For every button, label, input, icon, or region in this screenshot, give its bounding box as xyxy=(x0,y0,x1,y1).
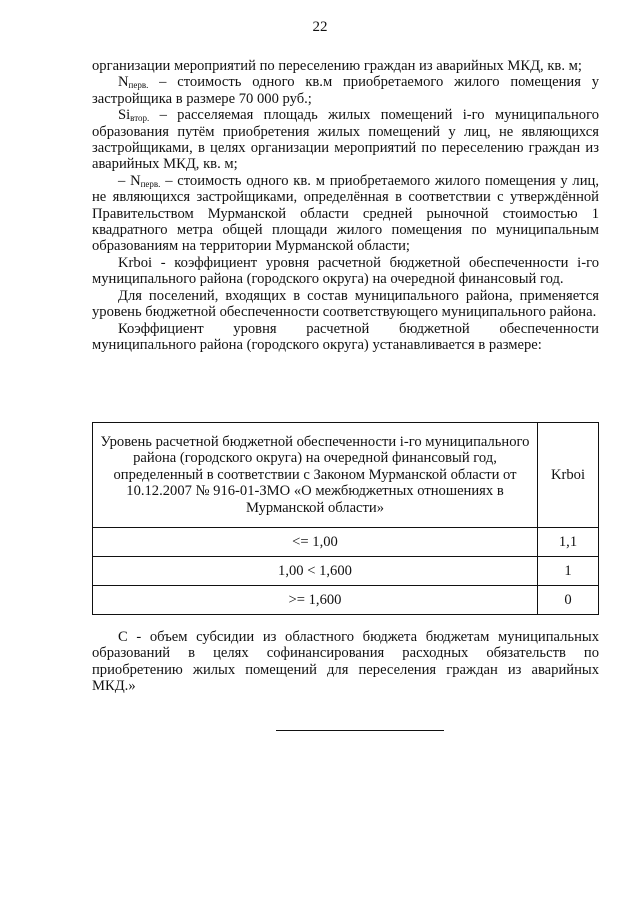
paragraph-settlements: Для поселений, входящих в состав муниципального района, применяется уровень бюджетной обеспеченности соответствующего муниципального района. xyxy=(92,287,599,321)
table-row xyxy=(93,528,599,557)
table-cell-coef: 1 xyxy=(538,557,599,586)
paragraph-n-second-text: – стоимость одного кв. м приобретаемого жилого помещения у лиц, не являющихся застройщиками, определённая в соответствии с утверждённой Правительством Мурманской области средней рыночной стоимостью 1 квадратного метра общей площади жилого помещения по муниципальным образованиям на территории Мурманской области; xyxy=(92,172,599,255)
document-body xyxy=(92,58,599,353)
subscript-perv: перв. xyxy=(128,80,149,91)
symbol-si: Si xyxy=(118,107,131,124)
symbol-n: N xyxy=(118,74,129,91)
word: Коэффициент xyxy=(118,320,204,337)
subscript-perv-second: перв. xyxy=(140,178,161,189)
table-header-level: Уровень расчетной бюджетной обеспеченности i-го муниципального района (городского округа) на очередной финансовый год, определенный в соответствии с Законом Мурманской области от 10.12.2007 № 916-01-ЗМО «О межбюджетных отношениях в Мурманской области» xyxy=(93,423,538,528)
subscript-vtor: втор. xyxy=(130,113,150,124)
paragraph-n-first-text: – стоимость одного кв.м приобретаемого жилого помещения у застройщика в размере 70 000 руб.; xyxy=(92,74,599,107)
table-row xyxy=(93,586,599,615)
paragraph-n-first xyxy=(92,74,599,107)
coefficient-table xyxy=(92,422,599,615)
page-number: 22 xyxy=(312,19,328,35)
word: бюджетной xyxy=(399,320,470,337)
paragraph-continuation: организации мероприятий по переселению граждан из аварийных МКД, кв. м; xyxy=(92,58,582,74)
paragraph-si-second-text: – расселяемая площадь жилых помещений i-го муниципального образования путём приобретения жилых помещений у лиц, не являющихся застройщиками, в целях организации мероприятий по переселению граждан из аварийных МКД, кв. м; xyxy=(92,107,599,173)
word: расчетной xyxy=(306,320,370,337)
table-cell-coef: 0 xyxy=(538,586,599,615)
table-row xyxy=(93,557,599,586)
end-divider xyxy=(276,730,444,731)
paragraph-n-second xyxy=(92,173,599,255)
paragraph-krboi: Krboi - коэффициент уровня расчетной бюджетной обеспеченности i-го муниципального района (городского округа) на очередной финансовый год. xyxy=(92,254,599,288)
table-header-krboi: Krboi xyxy=(538,423,599,528)
symbol-n-second: – N xyxy=(118,172,141,189)
table-header-row xyxy=(93,423,599,528)
paragraph-si-second xyxy=(92,107,599,173)
table-cell-level: 1,00 < 1,600 xyxy=(93,557,538,586)
word: уровня xyxy=(233,320,277,337)
word: обеспеченности xyxy=(499,320,599,337)
closing-section xyxy=(92,629,599,695)
paragraph-coefficient-first-line xyxy=(92,321,599,337)
table-cell-coef: 1,1 xyxy=(538,528,599,557)
paragraph-coefficient-rest: муниципального района (городского округа) устанавливается в размере: xyxy=(92,336,542,353)
table-cell-level: <= 1,00 xyxy=(93,528,538,557)
paragraph-closing: С - объем субсидии из областного бюджета бюджетам муниципальных образований в целях софинансирования расходных обязательств по приобретению жилых помещений для переселения граждан из аварийных МКД.» xyxy=(92,629,599,695)
table-cell-level: >= 1,600 xyxy=(93,586,538,615)
